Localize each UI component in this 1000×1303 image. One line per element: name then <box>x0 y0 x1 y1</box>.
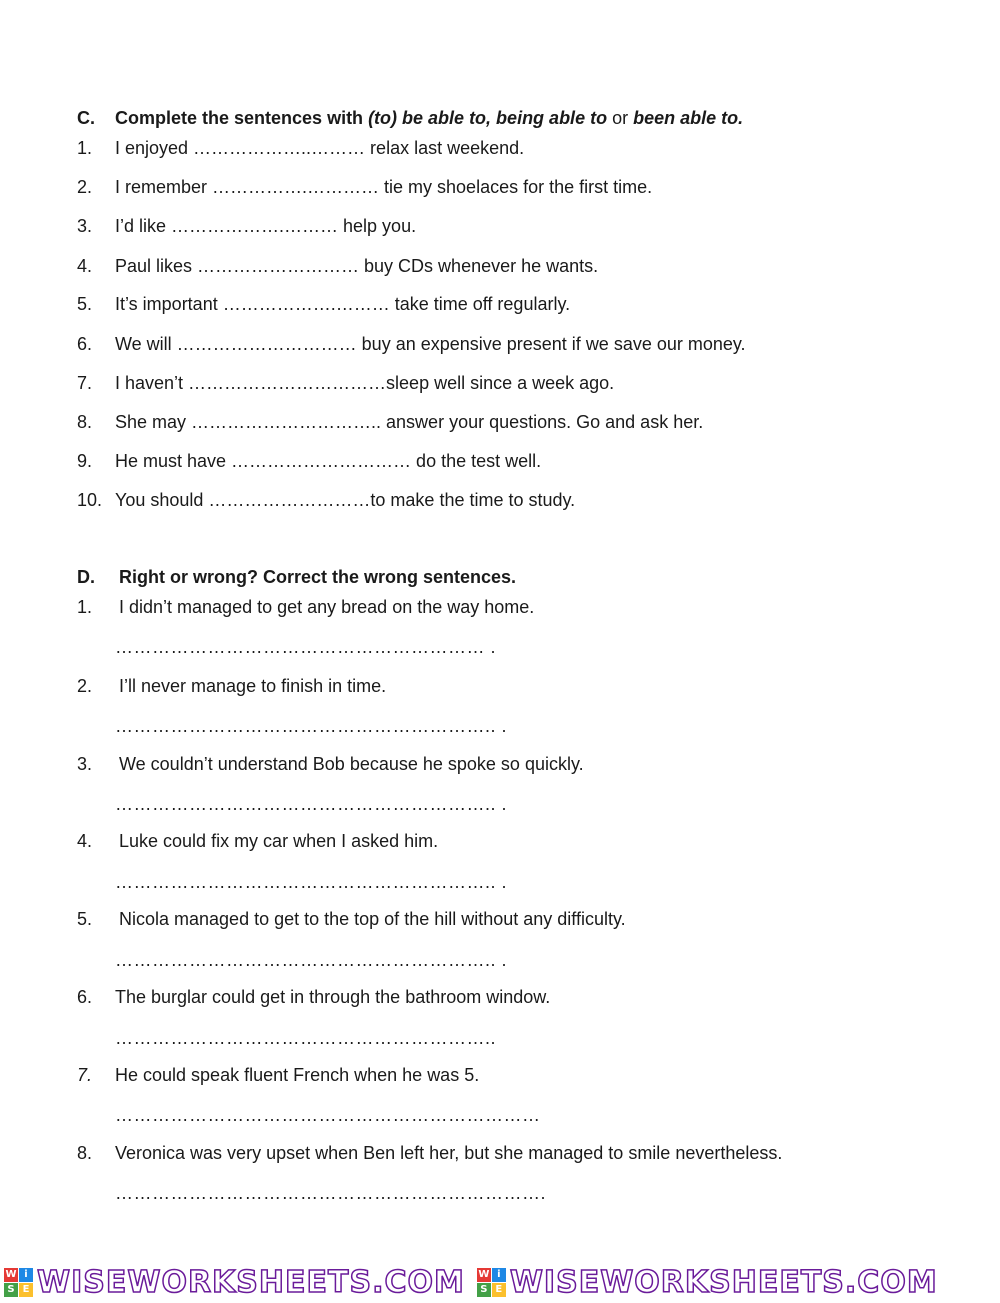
item-sentence[interactable]: She may ………………………….. answer your questions. Go and ask her. <box>115 412 704 432</box>
item-number: 1. <box>77 138 93 158</box>
heading-part: been able to. <box>633 108 744 128</box>
item-number: 5. <box>77 294 93 314</box>
item-number: 3. <box>77 754 93 774</box>
list-item <box>0 593 1000 621</box>
item-number: 5. <box>77 909 93 929</box>
item-number: 10. <box>77 490 103 510</box>
list-item <box>0 212 1000 240</box>
item-number: 8. <box>77 1143 93 1163</box>
section-d-letter: D. <box>77 567 95 587</box>
list-item <box>0 330 1000 358</box>
item-sentence[interactable]: You should ………………………to make the time to study. <box>115 490 576 510</box>
answer-line[interactable]: …………………………………………………….. . <box>115 872 508 892</box>
item-number: 3. <box>77 216 93 236</box>
item-sentence: We couldn’t understand Bob because he spoke so quickly. <box>119 754 584 774</box>
section-d-title: Right or wrong? Correct the wrong sentences. <box>119 567 517 587</box>
answer-line[interactable]: …………………………………………………… . <box>115 637 497 657</box>
list-item <box>0 827 1000 855</box>
logo-mark-icon: W i S E <box>4 1268 33 1297</box>
item-number: 6. <box>77 334 93 354</box>
list-item <box>0 905 1000 933</box>
list-item <box>0 1139 1000 1167</box>
section-c-heading <box>0 104 1000 132</box>
list-item <box>0 290 1000 318</box>
item-sentence[interactable]: I remember …………….………… tie my shoelaces for the first time. <box>115 177 653 197</box>
list-item <box>0 750 1000 778</box>
item-number: 9. <box>77 451 93 471</box>
item-sentence[interactable]: He must have ………………………… do the test well. <box>115 451 542 471</box>
footer-watermark <box>0 1262 1000 1303</box>
list-item <box>0 1061 1000 1089</box>
item-number: 1. <box>77 597 93 617</box>
logo-text: WISEWORKSHEETS.COM <box>509 1264 938 1300</box>
item-sentence[interactable]: I’d like ……………….……… help you. <box>115 216 417 236</box>
item-sentence[interactable]: I haven’t ……………………………sleep well since a week ago. <box>115 373 615 393</box>
list-item <box>0 486 1000 514</box>
answer-line[interactable]: ……………………………………………………………. <box>115 1183 547 1203</box>
list-item <box>0 447 1000 475</box>
list-item <box>0 134 1000 162</box>
item-number: 8. <box>77 412 93 432</box>
item-sentence: Luke could fix my car when I asked him. <box>119 831 439 851</box>
section-c-title <box>115 104 743 132</box>
item-number: 4. <box>77 831 93 851</box>
logo-text: WISEWORKSHEETS.COM <box>37 1264 465 1300</box>
answer-line[interactable]: …………………………………………………….. . <box>115 794 508 814</box>
item-number: 7. <box>77 1065 93 1085</box>
item-sentence[interactable]: Paul likes ……………………… buy CDs whenever he wants. <box>115 256 599 276</box>
heading-part: (to) be able to, being able to <box>368 108 608 128</box>
item-number: 6. <box>77 987 93 1007</box>
wiseworksheets-logo[interactable] <box>4 1266 465 1300</box>
item-number: 2. <box>77 177 93 197</box>
item-sentence: Nicola managed to get to the top of the hill without any difficulty. <box>119 909 626 929</box>
item-sentence[interactable]: We will ………………………… buy an expensive present if we save our money. <box>115 334 746 354</box>
item-number: 7. <box>77 373 93 393</box>
section-c-letter: C. <box>77 108 95 128</box>
answer-line[interactable]: …………………………………………………………… <box>115 1105 541 1125</box>
list-item <box>0 672 1000 700</box>
list-item <box>0 369 1000 397</box>
answer-line[interactable]: …………………………………………………….. <box>115 1028 497 1048</box>
answer-line[interactable]: …………………………………………………….. . <box>115 716 508 736</box>
item-number: 2. <box>77 676 93 696</box>
wiseworksheets-logo[interactable] <box>477 1266 938 1300</box>
list-item <box>0 252 1000 280</box>
item-number: 4. <box>77 256 93 276</box>
item-sentence[interactable]: I enjoyed ………………..……… relax last weekend. <box>115 138 525 158</box>
item-sentence: I didn’t managed to get any bread on the way home. <box>119 597 535 617</box>
heading-part: or <box>607 108 634 128</box>
item-sentence: He could speak fluent French when he was 5. <box>115 1065 480 1085</box>
logo-mark-icon: W i S E <box>477 1268 506 1297</box>
item-sentence: Veronica was very upset when Ben left her, but she managed to smile nevertheless. <box>115 1143 783 1163</box>
list-item <box>0 173 1000 201</box>
section-d-heading <box>0 563 1000 591</box>
heading-part: Complete the sentences with <box>115 108 369 128</box>
item-sentence[interactable]: It’s important ……………….……… take time off regularly. <box>115 294 571 314</box>
answer-line[interactable]: …………………………………………………….. . <box>115 950 508 970</box>
item-sentence: I’ll never manage to finish in time. <box>119 676 387 696</box>
item-sentence: The burglar could get in through the bathroom window. <box>115 987 551 1007</box>
list-item <box>0 983 1000 1011</box>
list-item <box>0 408 1000 436</box>
